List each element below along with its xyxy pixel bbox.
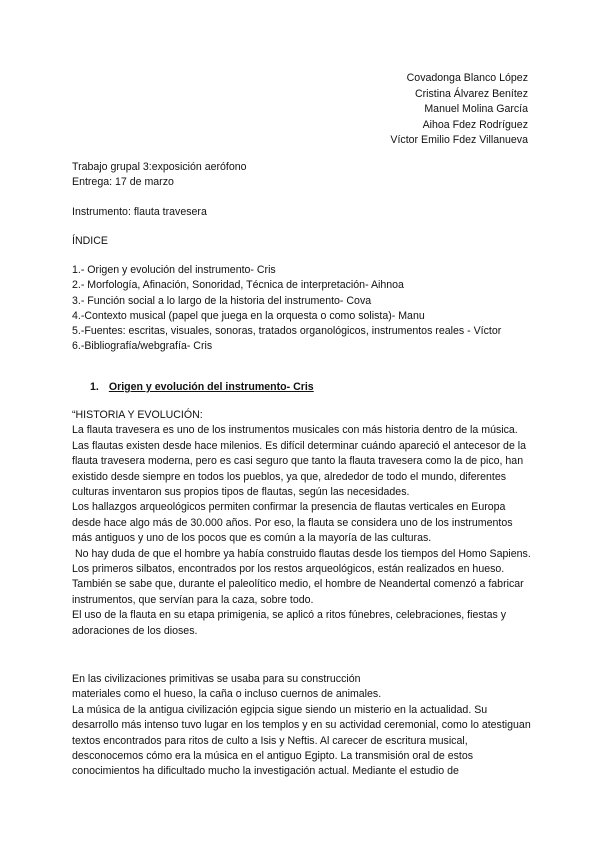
index-item: 6.-Bibliografía/webgrafía- Cris <box>72 340 213 353</box>
section-number: 1. <box>90 381 99 393</box>
index-item: 1.- Origen y evolución del instrumento- Cris <box>72 264 276 276</box>
author-name: Aihoa Fdez Rodríguez <box>422 118 528 131</box>
paragraph: Las flautas existen desde hace milenios. Es difícil determinar cuándo apareció el antecesor de la flauta travesera moderna, pero es casi seguro que tanto la flauta travesera como la de pico, han existido desde siempre en todos los pueblos, ya que, alrededor de todo el mundo, diferentes culturas inventaron sus propios tipos de flautas, según las necesidades. <box>72 439 527 499</box>
section-subtitle: “HISTORIA Y EVOLUCIÓN: <box>72 409 203 421</box>
author-name: Covadonga Blanco López <box>406 72 528 84</box>
paragraph: Los hallazgos arqueológicos permiten confirmar la presencia de flautas verticales en Europa desde hace algo más de 30.000 años. Por eso, la flauta se considera uno de los instrumentos más antiguos y uno de los pocos que es común a la mayoría de las culturas. <box>72 501 513 545</box>
index-item: 4.-Contexto musical (papel que juega en la orquesta o como solista)- Manu <box>72 309 425 322</box>
index-title <box>72 234 532 249</box>
index-list <box>72 263 532 355</box>
paragraph: El uso de la flauta en su etapa primigenia, se aplicó a ritos fúnebres, celebraciones, fiestas y adoraciones de los dioses. <box>72 609 507 637</box>
author-list <box>390 71 528 149</box>
paragraph: No hay duda de que el hombre ya había construido flautas desde los tiempos del Homo Sapiens. Los primeros silbatos, encontrados por los restos arqueológicos, están realizados en hueso. También se sabe que, durante el paleolítico medio, el hombre de Neandertal comenzó a fabricar instrumentos, que servían para la caza, sobre todo. <box>72 547 534 606</box>
index-item: 5.-Fuentes: escritas, visuales, sonoras, tratados organológicos, instrumentos reales - Víctor <box>72 325 502 338</box>
section-body-continued <box>72 672 534 780</box>
section-title: Origen y evolución del instrumento- Cris <box>108 381 314 393</box>
assignment-title: Trabajo grupal 3:exposición aerófono <box>72 161 247 173</box>
due-date: Entrega: 17 de marzo <box>72 176 174 188</box>
instrument-label: Instrumento: flauta travesera <box>72 206 207 218</box>
paragraph: La flauta travesera es uno de los instrumentos musicales con más historia dentro de la música. <box>72 424 518 437</box>
instrument-line <box>72 205 532 220</box>
author-name: Manuel Molina García <box>424 103 528 115</box>
index-heading: ÍNDICE <box>72 235 108 247</box>
paragraph: La música de la antigua civilización egipcia sigue siendo un misterio en la actualidad. Su desarrollo más intenso tuvo lugar en los templos y en su actividad ceremonial, como lo atestiguan textos encontrados para ritos de culto a Isis y Neftis. Al carecer de escritura musical, desconocemos cómo era la música en el antiguo Egipto. La transmisión oral de estos conocimientos ha dificultado mucho la investigación actual. Mediante el estudio de <box>72 703 531 778</box>
assignment-header <box>72 160 532 190</box>
author-name: Cristina Álvarez Benítez <box>414 87 528 100</box>
section-heading <box>90 380 314 395</box>
paragraph: materiales como el hueso, la caña o incluso cuernos de animales. <box>72 688 382 701</box>
section-body <box>72 408 534 639</box>
author-name: Víctor Emilio Fdez Villanueva <box>390 134 528 146</box>
index-item: 3.- Función social a lo largo de la historia del instrumento- Cova <box>72 294 372 307</box>
index-item: 2.- Morfología, Afinación, Sonoridad, Técnica de interpretación- Aihnoa <box>72 279 404 292</box>
paragraph: En las civilizaciones primitivas se usaba para su construcción <box>72 673 361 685</box>
